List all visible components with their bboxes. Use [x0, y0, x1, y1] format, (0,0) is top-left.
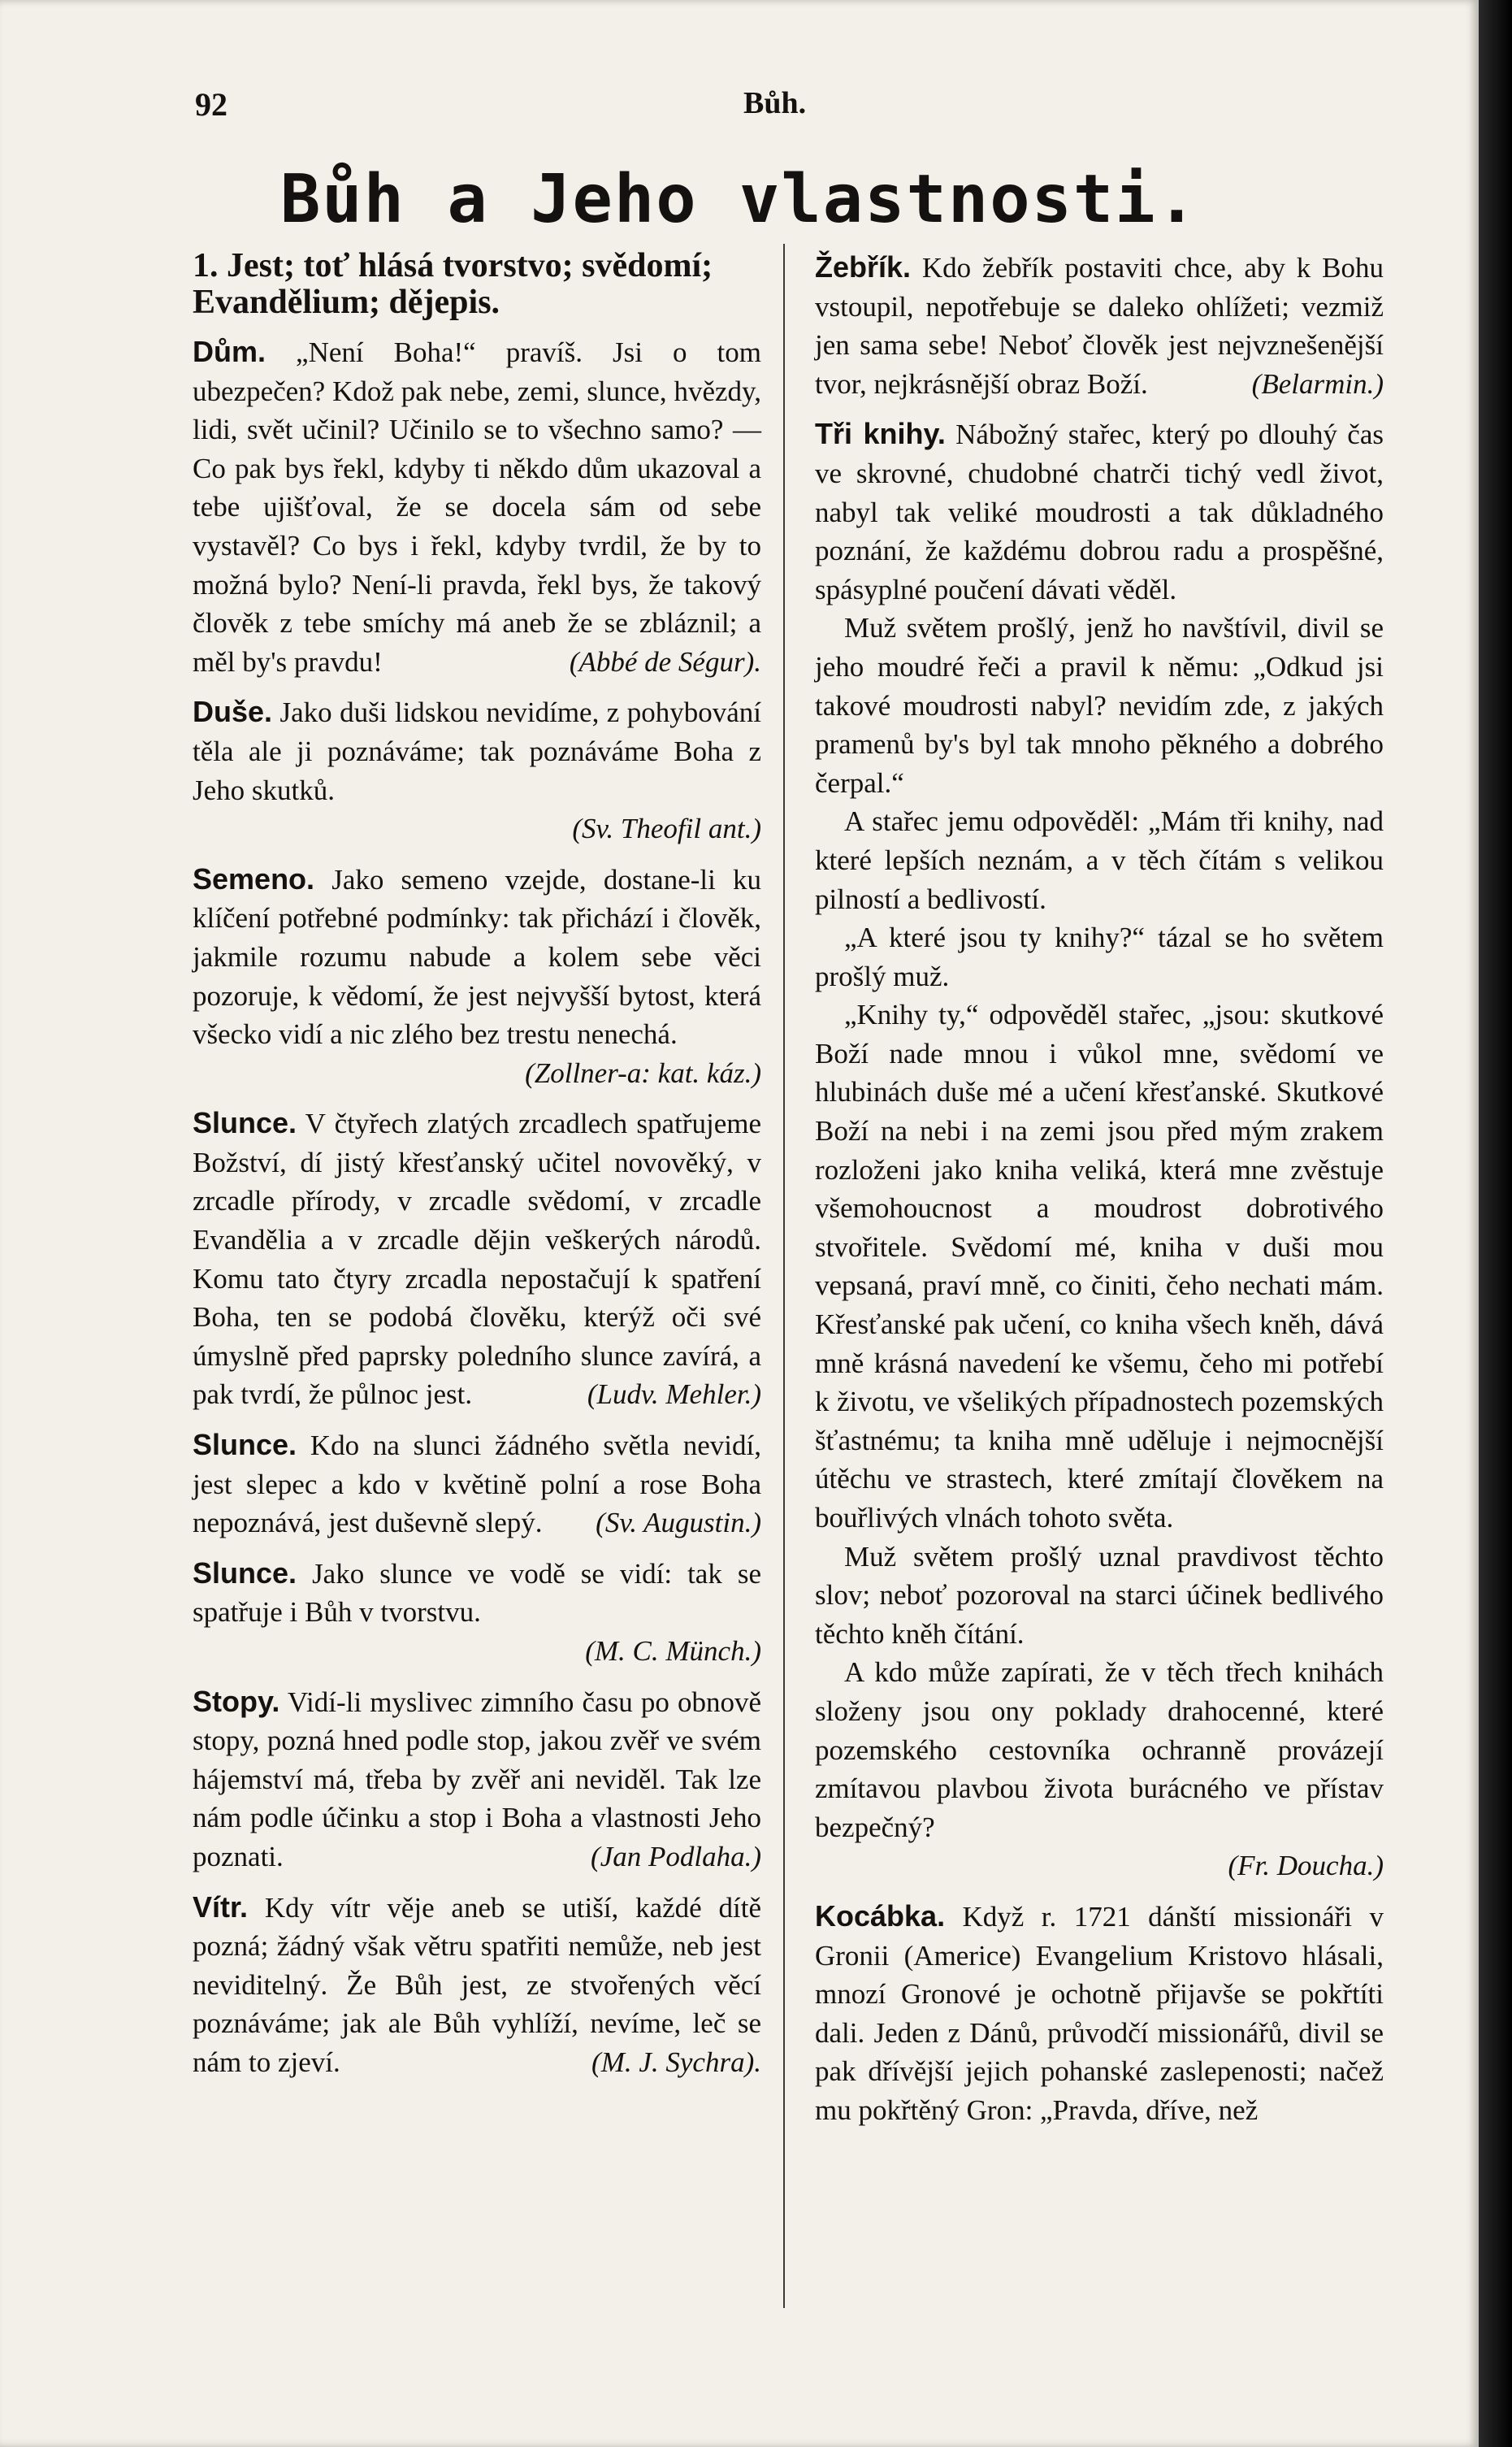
- entry-semeno: [193, 860, 761, 1093]
- entry-source: (Belarmin.): [1251, 367, 1384, 400]
- running-head: [0, 85, 1479, 126]
- page-number: 92: [195, 86, 227, 123]
- chapter-title: Bůh a Jeho vlastnosti.: [279, 161, 1199, 238]
- entry-slunce-2: [193, 1425, 761, 1542]
- entry-paragraph: Muž světem prošlý, jenž ho navštívil, divil se jeho moudré řeči a pravil k němu: „Odkud jsi takové moudrosti nabyl? nevidím zde, z jakých pramenů by's byl tak mnoho pěkného a dobrého čerpal.“: [815, 612, 1384, 799]
- entry-keyword: Žebřík.: [815, 250, 912, 284]
- entry-source: (Ludv. Mehler.): [587, 1378, 761, 1411]
- entry-slunce-3: [193, 1554, 761, 1671]
- entry-keyword: Kocábka.: [815, 1898, 946, 1933]
- right-column: [815, 248, 1384, 2141]
- entry-text: Nábožný stařec, který po dlouhý čas ve skrovné, chudobné chatrči tichý vedl život, nabyl tak veliké moudrosti a tak důkladného poznání, že každému dobrou radu a prospěšné, spásyplné poučení dávati věděl.: [815, 419, 1384, 605]
- scan-edge: [1479, 0, 1512, 2447]
- entry-keyword: Stopy.: [193, 1684, 280, 1718]
- entry-slunce-1: [193, 1104, 761, 1414]
- entry-keyword: Tři knihy.: [815, 417, 946, 451]
- entry-zebrik: [815, 248, 1384, 403]
- entry-text: Jako slunce ve vodě se vidí: tak se spatřuje i Bůh v tvorstvu.: [193, 1557, 761, 1629]
- column-divider: [783, 244, 785, 2308]
- entry-paragraph: Muž světem prošlý uznal pravdivost těchto slov; neboť pozoroval na starci účinek bedlivého těchto kněh čítání.: [815, 1540, 1384, 1650]
- entry-duse: [193, 692, 761, 848]
- entry-keyword: Vítr.: [193, 1889, 249, 1924]
- entry-stopy: [193, 1682, 761, 1876]
- entry-text: Kdy vítr věje aneb se utiší, každé dítě pozná; žádný však větru spatřiti nemůže, neb jest neviditelný. Že Bůh jest, ze stvořených věcí poznáváme; jak ale Bůh vyhlíží, nevíme, leč se nám to zjeví.: [193, 1891, 762, 2078]
- entry-keyword: Semeno.: [193, 861, 315, 896]
- entry-text: Kdo žebřík postaviti chce, aby k Bohu vstoupil, nepotřebuje se daleko ohlížeti; vezmiž jen sama sebe! Neboť člověk jest nejvznešenější tvor, nejkrásnější obraz Boží.: [815, 252, 1384, 400]
- entry-text: Vidí-li myslivec zimního času po obnově stopy, pozná hned podle stop, jakou zvěř ve svém hájemství má, třeba by zvěř ani neviděl. Tak lze nám podle účinku a stop i Boha a vlastnosti Jeho poznati.: [193, 1686, 761, 1872]
- entry-kocabka: [815, 1897, 1384, 2130]
- entry-tri-knihy: [815, 414, 1384, 1885]
- section-heading: 1. Jest; toť hlásá tvorstvo; svědomí; Evandělium; dějepis.: [193, 247, 713, 321]
- entry-keyword: Duše.: [193, 695, 273, 729]
- entry-paragraph: A stařec jemu odpověděl: „Mám tři knihy, nad které lepších neznám, a v těch čítám s velikou pilností a bedlivostí.: [815, 805, 1384, 915]
- entry-keyword: Dům.: [193, 335, 266, 368]
- running-title: Bůh.: [743, 86, 807, 120]
- entry-source: (Sv. Theofil ant.): [572, 813, 761, 845]
- entry-source: (Abbé de Ségur).: [569, 645, 761, 678]
- entry-paragraph: „A které jsou ty knihy?“ tázal se ho světem prošlý muž.: [815, 922, 1384, 992]
- entry-vitr: [193, 1888, 761, 2082]
- entry-paragraph: A kdo může zapírati, že v těch třech knihách složeny jsou ony poklady drahocenné, které pozemského cestovníka ochranně provázejí zmítavou plavbou života burácného ve přístav bezpečný?: [815, 1656, 1384, 1843]
- entry-paragraph: „Knihy ty,“ odpověděl stařec, „jsou: skutkové Boží nade mnou i vůkol mne, svědomí ve hlubinách duše mé a učení křesťanské. Skutkové Boží na nebi i na zemi jsou před mým zrakem rozloženi jako kniha veliká, která mne zvěstuje všemohoucnost a moudrost dobrotivého stvořitele. Svědomí mé, kniha v duši mou vepsaná, praví mně, co činiti, čeho nechati mám. Křesťanské pak učení, co kniha všech kněh, dává mně krásná navedení ke všemu, čeho mi potřebí k životu, ve všelikých případnostech pozemských šťastnému; ta kniha mně uděluje i nejmocnější útěchu ve strastech, které zmítají člověkem na bouřlivých vlnách tohoto světa.: [815, 999, 1384, 1534]
- entry-text: Když r. 1721 dánští missionáři v Gronii (Americe) Evangelium Kristovo hlásali, mnozí Gronové je ochotně přijavše se pokřtíti dali. Jeden z Dánů, průvodčí missionářů, divil se pak dřívější jejich pohanské zaslepenosti; načež mu pokřtěný Gron: „Pravda, dříve, než: [815, 1900, 1384, 2126]
- left-column: [193, 248, 761, 2093]
- entry-source: (M. J. Sychra).: [591, 2046, 761, 2078]
- entry-text: Jako semeno vzejde, dostane-li ku klíčení potřebné podmínky: tak přichází i člověk, jakmile rozumu nabude a kolem sebe věci pozoruje, k vědomí, že jest nejvyšší bytost, která všecko vidí a nic zlého bez trestu nenechá.: [193, 863, 761, 1051]
- entry-keyword: Slunce.: [193, 1555, 297, 1590]
- entry-source: (Fr. Doucha.): [1228, 1850, 1384, 1882]
- entry-keyword: Slunce.: [193, 1106, 297, 1140]
- entry-source: (Zollner-a: kat. káz.): [525, 1056, 761, 1089]
- entry-text: Jako duši lidskou nevidíme, z pohybování těla ale ji poznáváme; tak poznáváme Boha z Jeho skutků.: [193, 696, 761, 806]
- entry-source: (Jan Podlaha.): [591, 1840, 761, 1872]
- entry-source: (M. C. Münch.): [585, 1635, 761, 1667]
- entry-keyword: Slunce.: [193, 1428, 297, 1462]
- entry-text: V čtyřech zlatých zrcadlech spatřujeme Božství, dí jistý křesťanský učitel novověký, v zrcadle přírody, v zrcadle svědomí, v zrcadle Evandělia a v zrcadle dějin veškerých národů. Komu tato čtyry zrcadla nepostačují k spatření Boha, ten se podobá člověku, kterýž oči své úmyslně před paprsky poledního slunce zavírá, a pak tvrdí, že půlnoc jest.: [193, 1108, 761, 1411]
- entry-source: (Sv. Augustin.): [596, 1507, 761, 1539]
- entry-text: „Není Boha!“ pravíš. Jsi o tom ubezpečen? Kdož pak nebe, zemi, slunce, hvězdy, lidi, svět učinil? Učinilo se to všechno samo? — Co pak bys řekl, kdyby ti někdo dům ukazoval a tebe ujišťoval, že se docela sám od sebe vystavěl? Co bys i řekl, kdyby tvrdil, že by to možná bylo? Není-li pravda, řekl bys, že takový člověk z tebe smíchy má aneb že se zbláznil; a měl by's pravdu!: [193, 336, 761, 678]
- entry-dum: [193, 332, 761, 681]
- entry-text: Kdo na slunci žádného světla nevidí, jest slepec a kdo v květině polní a rose Boha nepoznává, jest duševně slepý.: [193, 1430, 762, 1539]
